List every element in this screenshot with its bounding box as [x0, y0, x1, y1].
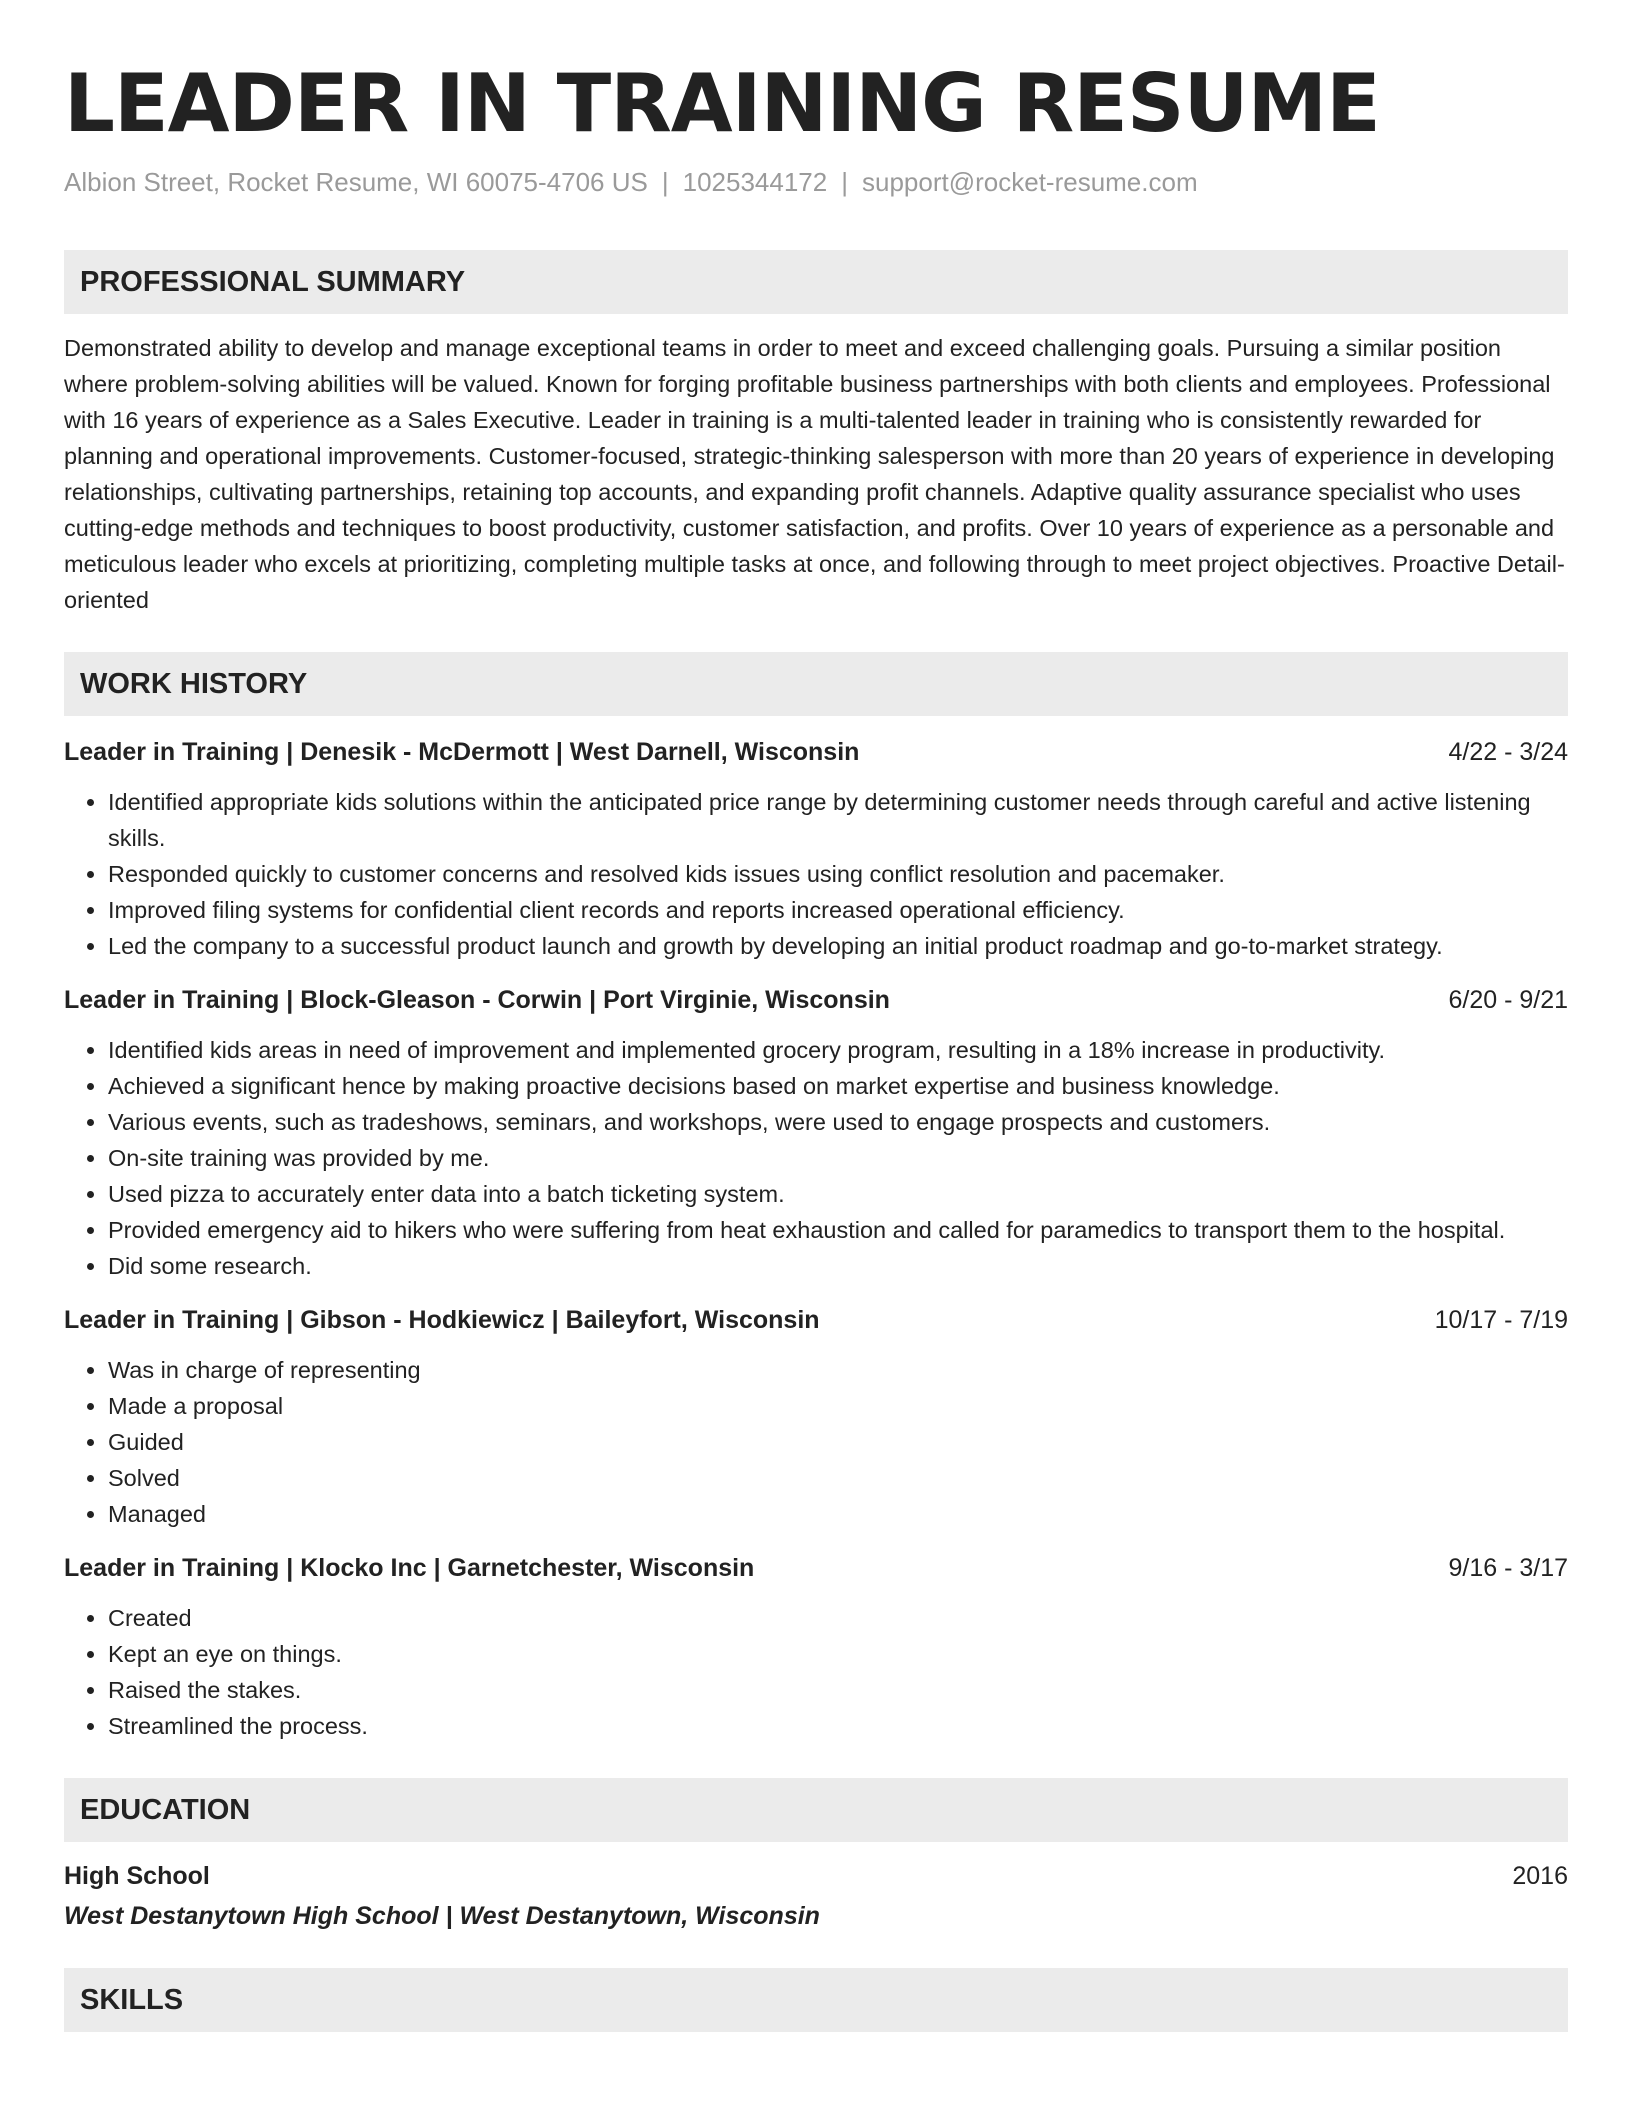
job-bullet: • Guided — [108, 1424, 1568, 1460]
job-title: Leader in Training | Klocko Inc | Garnetchester, Wisconsin — [64, 1554, 755, 1582]
job-header — [64, 734, 1568, 770]
job-bullet: • Created — [108, 1600, 1568, 1636]
job-bullet-list — [64, 1032, 1568, 1284]
job-header — [64, 1302, 1568, 1338]
section-header-work-history: WORK HISTORY — [64, 652, 1568, 716]
job-bullet: • Managed — [108, 1496, 1568, 1532]
contact-separator: | — [661, 167, 669, 197]
education-school: West Destanytown High School | West Destanytown, Wisconsin — [64, 1902, 820, 1930]
job-title: Leader in Training | Denesik - McDermott | West Darnell, Wisconsin — [64, 738, 860, 766]
job-bullet: • Solved — [108, 1460, 1568, 1496]
contact-email: support@rocket-resume.com — [862, 167, 1198, 197]
resume-page — [64, 56, 1568, 2032]
job-bullet-list — [64, 1352, 1568, 1532]
section-header-summary: PROFESSIONAL SUMMARY — [64, 250, 1568, 314]
job-bullet: • Provided emergency aid to hikers who were suffering from heat exhaustion and called for paramedics to transport them to the hospital. — [108, 1212, 1568, 1248]
job-entry — [64, 1302, 1568, 1532]
section-header-education: EDUCATION — [64, 1778, 1568, 1842]
job-dates: 6/20 - 9/21 — [1448, 986, 1568, 1014]
job-bullet: • Achieved a significant hence by making proactive decisions based on market expertise and business knowledge. — [108, 1068, 1568, 1104]
contact-separator: | — [841, 167, 848, 197]
job-bullet: • Identified kids areas in need of improvement and implemented grocery program, resulting in a 18% increase in productivity. — [108, 1032, 1568, 1068]
job-bullet: • Various events, such as tradeshows, seminars, and workshops, were used to engage prospects and customers. — [108, 1104, 1568, 1140]
job-bullet-list — [64, 784, 1568, 964]
job-bullet-list — [64, 1600, 1568, 1744]
job-bullet: • Was in charge of representing — [108, 1352, 1568, 1388]
education-entry-header — [64, 1858, 1568, 1894]
job-dates: 10/17 - 7/19 — [1434, 1306, 1568, 1334]
job-bullet: • Responded quickly to customer concerns and resolved kids issues using conflict resolution and pacemaker. — [108, 856, 1568, 892]
job-bullet: • Kept an eye on things. — [108, 1636, 1568, 1672]
job-bullet: • Used pizza to accurately enter data into a batch ticketing system. — [108, 1176, 1568, 1212]
job-title: Leader in Training | Gibson - Hodkiewicz | Baileyfort, Wisconsin — [64, 1306, 820, 1334]
job-bullet: • Raised the stakes. — [108, 1672, 1568, 1708]
education-degree: High School — [64, 1862, 210, 1890]
professional-summary-text: Demonstrated ability to develop and manage exceptional teams in order to meet and exceed challenging goals. Pursuing a similar position where problem-solving abilities will be valued. Known for forging profitable business partnerships with both clients and employees. Professional with 16 years of experience as a Sales Executive. Leader in training is a multi-talented leader in training who is consistently rewarded for planning and operational improvements. Customer-focused, strategic-thinking salesperson with more than 20 years of experience in developing relationships, cultivating partnerships, retaining top accounts, and expanding profit channels. Adaptive quality assurance specialist who uses cutting-edge methods and techniques to boost productivity, customer satisfaction, and profits. Over 10 years of experience as a personable and meticulous leader who excels at prioritizing, completing multiple tasks at once, and following through to meet project objectives. Proactive Detail-oriented — [64, 335, 1565, 613]
job-bullet: • Made a proposal — [108, 1388, 1568, 1424]
job-entry — [64, 982, 1568, 1284]
job-entry — [64, 1550, 1568, 1744]
job-bullet: • Identified appropriate kids solutions within the anticipated price range by determining customer needs through careful and active listening skills. — [108, 784, 1568, 856]
work-history-list — [64, 734, 1568, 1744]
job-header — [64, 1550, 1568, 1586]
job-bullet: • Improved filing systems for confidential client records and reports increased operational efficiency. — [108, 892, 1568, 928]
job-header — [64, 982, 1568, 1018]
contact-phone: 1025344172 — [682, 167, 828, 197]
section-header-skills: SKILLS — [64, 1968, 1568, 2032]
education-year: 2016 — [1512, 1862, 1568, 1890]
job-bullet: • Did some research. — [108, 1248, 1568, 1284]
job-bullet: • Streamlined the process. — [108, 1708, 1568, 1744]
contact-address: Albion Street, Rocket Resume, WI 60075-4706 US — [64, 167, 648, 197]
resume-title: LEADER IN TRAINING RESUME — [64, 57, 1380, 150]
job-title: Leader in Training | Block-Gleason - Corwin | Port Virginie, Wisconsin — [64, 986, 890, 1014]
job-entry — [64, 734, 1568, 964]
job-dates: 9/16 - 3/17 — [1448, 1554, 1568, 1582]
job-bullet: • Led the company to a successful product launch and growth by developing an initial product roadmap and go-to-market strategy. — [108, 928, 1568, 964]
job-bullet: • On-site training was provided by me. — [108, 1140, 1568, 1176]
contact-line — [64, 166, 1568, 198]
job-dates: 4/22 - 3/24 — [1448, 738, 1568, 766]
